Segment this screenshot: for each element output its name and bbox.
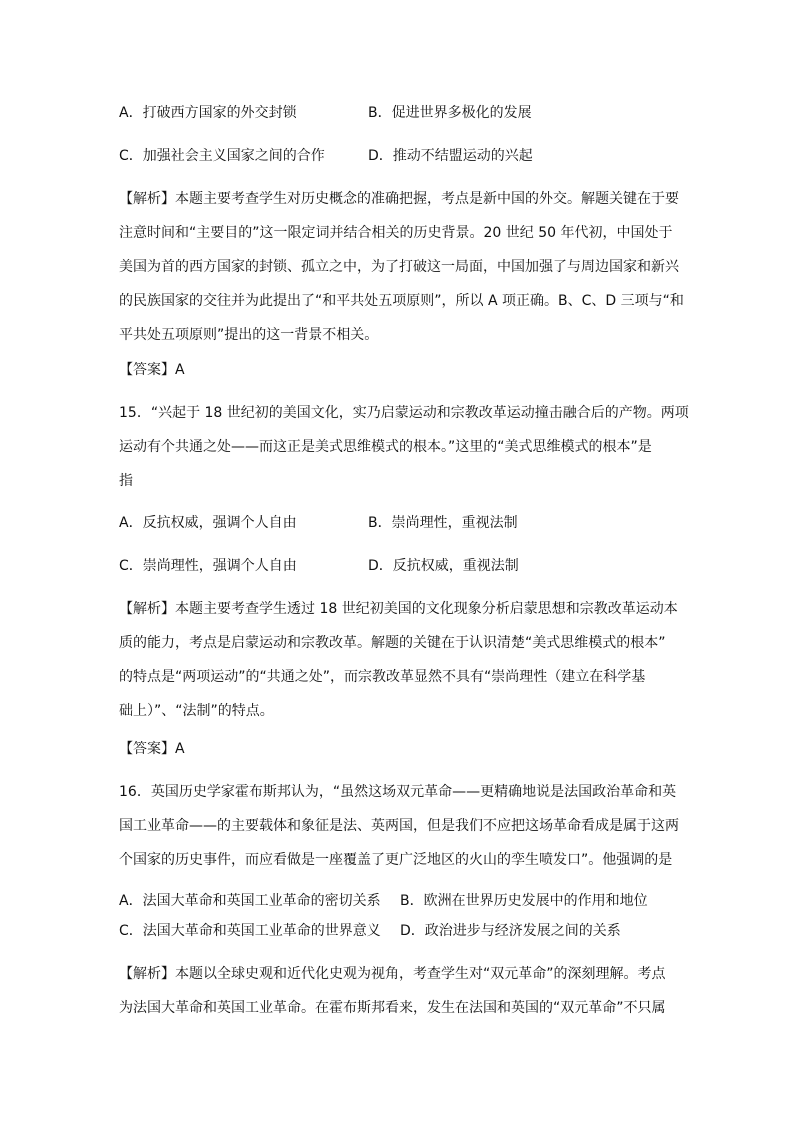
q16-stem: [119, 775, 679, 877]
q16-analysis: [119, 957, 679, 1025]
analysis-line: 【解析】本题主要考查学生透过 18 世纪初美国的文化现象分析启蒙思想和宗教改革运动本: [119, 601, 678, 617]
q16-option-a: A．法国大革命和英国工业革命的密切关系: [119, 893, 381, 909]
stem-line: 指: [119, 473, 133, 489]
analysis-line: 为法国大革命和英国工业革命。在霍布斯邦看来，发生在法国和英国的“双元革命”不只属: [119, 1000, 666, 1016]
stem-line: 15．“兴起于 18 世纪初的美国文化，实乃启蒙运动和宗教改革运动撞击融合后的产物。两项: [119, 405, 689, 421]
analysis-line: 美国为首的西方国家的封锁、孤立之中，为了打破这一局面，中国加强了与周边国家和新兴: [119, 259, 679, 275]
analysis-line: 的特点是“两项运动”的“共通之处”，而宗教改革显然不具有“崇尚理性（建立在科学基: [119, 669, 646, 685]
stem-line: 个国家的历史事件，而应看做是一座覆盖了更广泛地区的火山的孪生喷发口”。他强调的是: [119, 852, 673, 868]
stem-line: 16．英国历史学家霍布斯邦认为，“虽然这场双元革命——更精确地说是法国政治革命和英: [119, 784, 677, 800]
stem-line: 运动有个共通之处——而这正是美式思维模式的根本。”这里的“美式思维模式的根本”是: [119, 439, 652, 455]
q14-option-d: D．推动不结盟运动的兴起: [368, 148, 533, 164]
q14-option-b: B．促进世界多极化的发展: [368, 105, 532, 121]
q15-stem: [119, 396, 689, 498]
q15-answer: 【答案】A: [119, 741, 185, 757]
analysis-line: 【解析】本题主要考查学生对历史概念的准确把握，考点是新中国的外交。解题关键在于要: [119, 191, 679, 207]
q16-option-b: B．欧洲在世界历史发展中的作用和地位: [400, 893, 648, 909]
analysis-line: 础上）”、“法制”的特点。: [119, 703, 274, 719]
analysis-line: 注意时间和“主要目的”这一限定词并结合相关的历史背景。20 世纪 50 年代初，中国处于: [119, 225, 673, 241]
analysis-line: 的民族国家的交往并为此提出了“和平共处五项原则”，所以 A 项正确。B、C、D 三项与“和: [119, 293, 684, 309]
q14-option-c: C．加强社会主义国家之间的合作: [119, 148, 325, 164]
analysis-line: 平共处五项原则”提出的这一背景不相关。: [119, 327, 379, 343]
q15-analysis: [119, 592, 679, 728]
q14-option-a: A．打破西方国家的外交封锁: [119, 105, 297, 121]
q14-analysis: [119, 182, 684, 352]
stem-line: 国工业革命——的主要载体和象征是法、英两国，但是我们不应把这场革命看成是属于这两: [119, 818, 679, 834]
analysis-line: 质的能力，考点是启蒙运动和宗教改革。解题的关键在于认识清楚“美式思维模式的根本”: [119, 635, 666, 651]
q16-option-d: D．政治进步与经济发展之间的关系: [400, 923, 621, 939]
q15-option-d: D．反抗权威，重视法制: [368, 558, 519, 574]
q16-option-c: C．法国大革命和英国工业革命的世界意义: [119, 923, 381, 939]
analysis-line: 【解析】本题以全球史观和近代化史观为视角，考查学生对“双元革命”的深刻理解。考点: [119, 966, 666, 982]
q15-option-c: C．崇尚理性，强调个人自由: [119, 558, 297, 574]
q14-answer: 【答案】A: [119, 362, 185, 378]
q15-option-a: A．反抗权威，强调个人自由: [119, 515, 297, 531]
q15-option-b: B．崇尚理性，重视法制: [368, 515, 518, 531]
